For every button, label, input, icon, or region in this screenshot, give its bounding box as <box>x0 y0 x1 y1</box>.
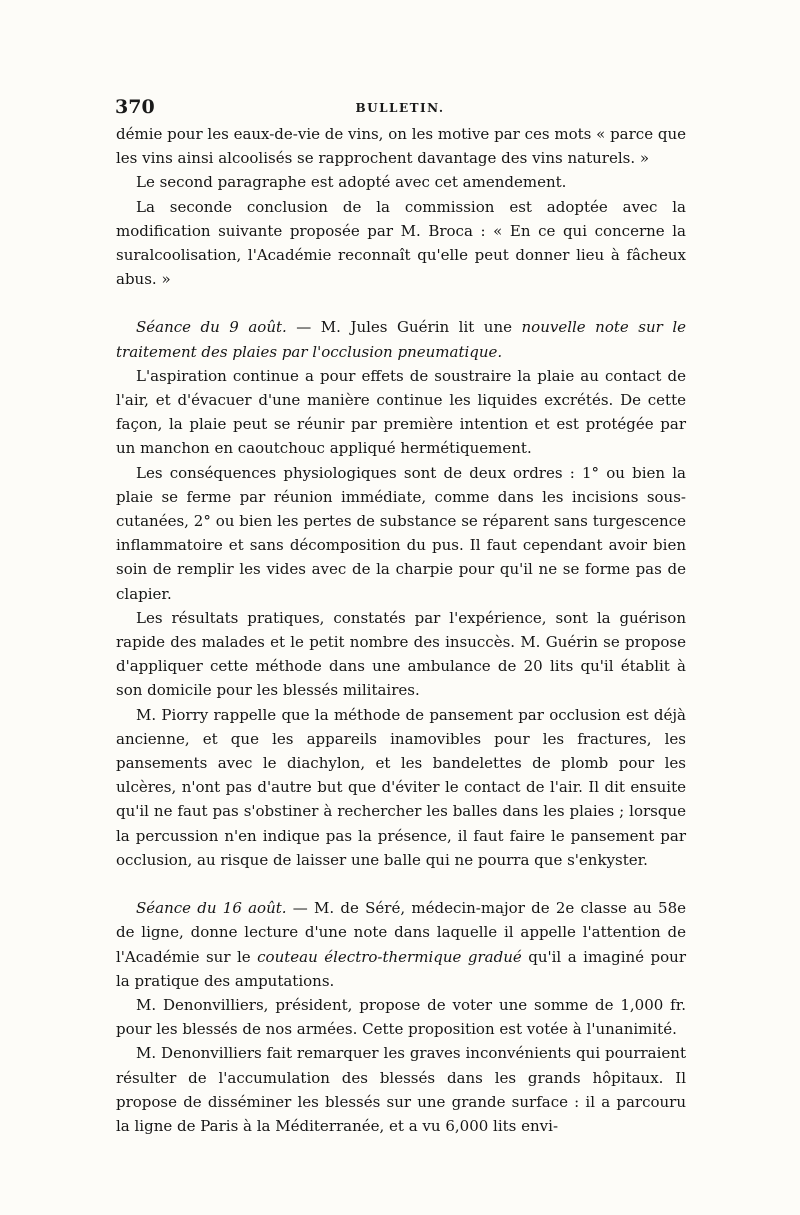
body-text <box>116 122 686 1138</box>
paragraph: Les conséquences physiologiques sont de deux ordres : 1° ou bien la plaie se ferme par réunion immédiate, comme dans les incisions sous-cutanées, 2° ou bien les pertes de substance se réparent sans turgescence inflammatoire et sans décomposition du pus. Il faut cependant avoir bien soin de remplir les vides avec de la charpie pour qu'il ne se forme pas de clapier. <box>116 463 686 603</box>
paragraph: Les résultats pratiques, constatés par l'expérience, sont la guérison rapide des malades et le petit nombre des insuccès. M. Guérin se propose d'appliquer cette méthode dans une ambulance de 20 lits qu'il établit à son domicile pour les blessés militaires. <box>116 608 686 700</box>
paragraph-continuation: démie pour les eaux-de-vie de vins, on les motive par ces mots « parce que les vins ainsi alcoolisés se rapprochent davantage des vins naturels. » <box>116 125 686 168</box>
note-title: nouvelle note sur le traitement des plaies par l'occlusion pneumatique. <box>116 318 686 361</box>
session-lead: — M. de Séré, médecin-major de 2e classe au 58e de ligne, donne lecture d'une note dans laquelle il appelle l'attention de l'Académie sur le <box>116 899 686 966</box>
session-tail: qu'il a imaginé pour la pratique des amputations. <box>116 947 686 990</box>
paragraph: M. Denonvilliers fait remarquer les graves inconvénients qui pourraient résulter de l'accumulation des blessés dans les grands hôpitaux. Il propose de disséminer les blessés sur une grande surface : il a parcouru la ligne de Paris à la Méditerranée, et a vu 6,000 lits envi- <box>116 1044 686 1135</box>
session-date: Séance du 16 août. <box>136 899 287 918</box>
session-date: Séance du 9 août. <box>136 318 287 337</box>
paragraph: Le second paragraphe est adopté avec cet amendement. <box>136 173 567 192</box>
paragraph: M. Piorry rappelle que la méthode de pansement par occlusion est déjà ancienne, et que les appareils inamovibles pour les fractures, les pansements avec le diachylon, et les bandelettes de plomb pour les ulcères, n'ont pas d'autre but que d'éviter le contact de l'air. Il dit ensuite qu'il ne faut pas s'obstiner à rechercher les balles dans les plaies ; lorsque la percussion n'en indique pas la présence, il faut faire le pansement par occlusion, au risque de laisser une balle qui ne pourra que s'enkyster. <box>116 705 686 869</box>
running-title: BULLETIN. <box>355 101 445 115</box>
paragraph: M. Denonvilliers, président, propose de voter une somme de 1,000 fr. pour les blessés de nos armées. Cette proposition est votée à l'unanimité. <box>116 995 686 1039</box>
session-paragraph <box>116 315 686 363</box>
page-number: 370 <box>115 96 155 118</box>
session-paragraph <box>116 896 686 993</box>
paragraph: L'aspiration continue a pour effets de soustraire la plaie au contact de l'air, et d'évacuer d'une manière continue les liquides excrétés. De cette façon, la plaie peut se réunir par première intention et est protégée par un manchon en caoutchouc appliqué hermétiquement. <box>116 366 686 458</box>
session-lead: — M. Jules Guérin lit une <box>286 318 522 337</box>
page-header <box>115 96 685 122</box>
instrument-name: couteau électro-thermique gradué <box>257 947 522 966</box>
paragraph: La seconde conclusion de la commission est adoptée avec la modification suivante proposée par M. Broca : « En ce qui concerne la suralcoolisation, l'Académie reconnaît qu'elle peut donner lieu à fâcheux abus. » <box>116 197 686 289</box>
